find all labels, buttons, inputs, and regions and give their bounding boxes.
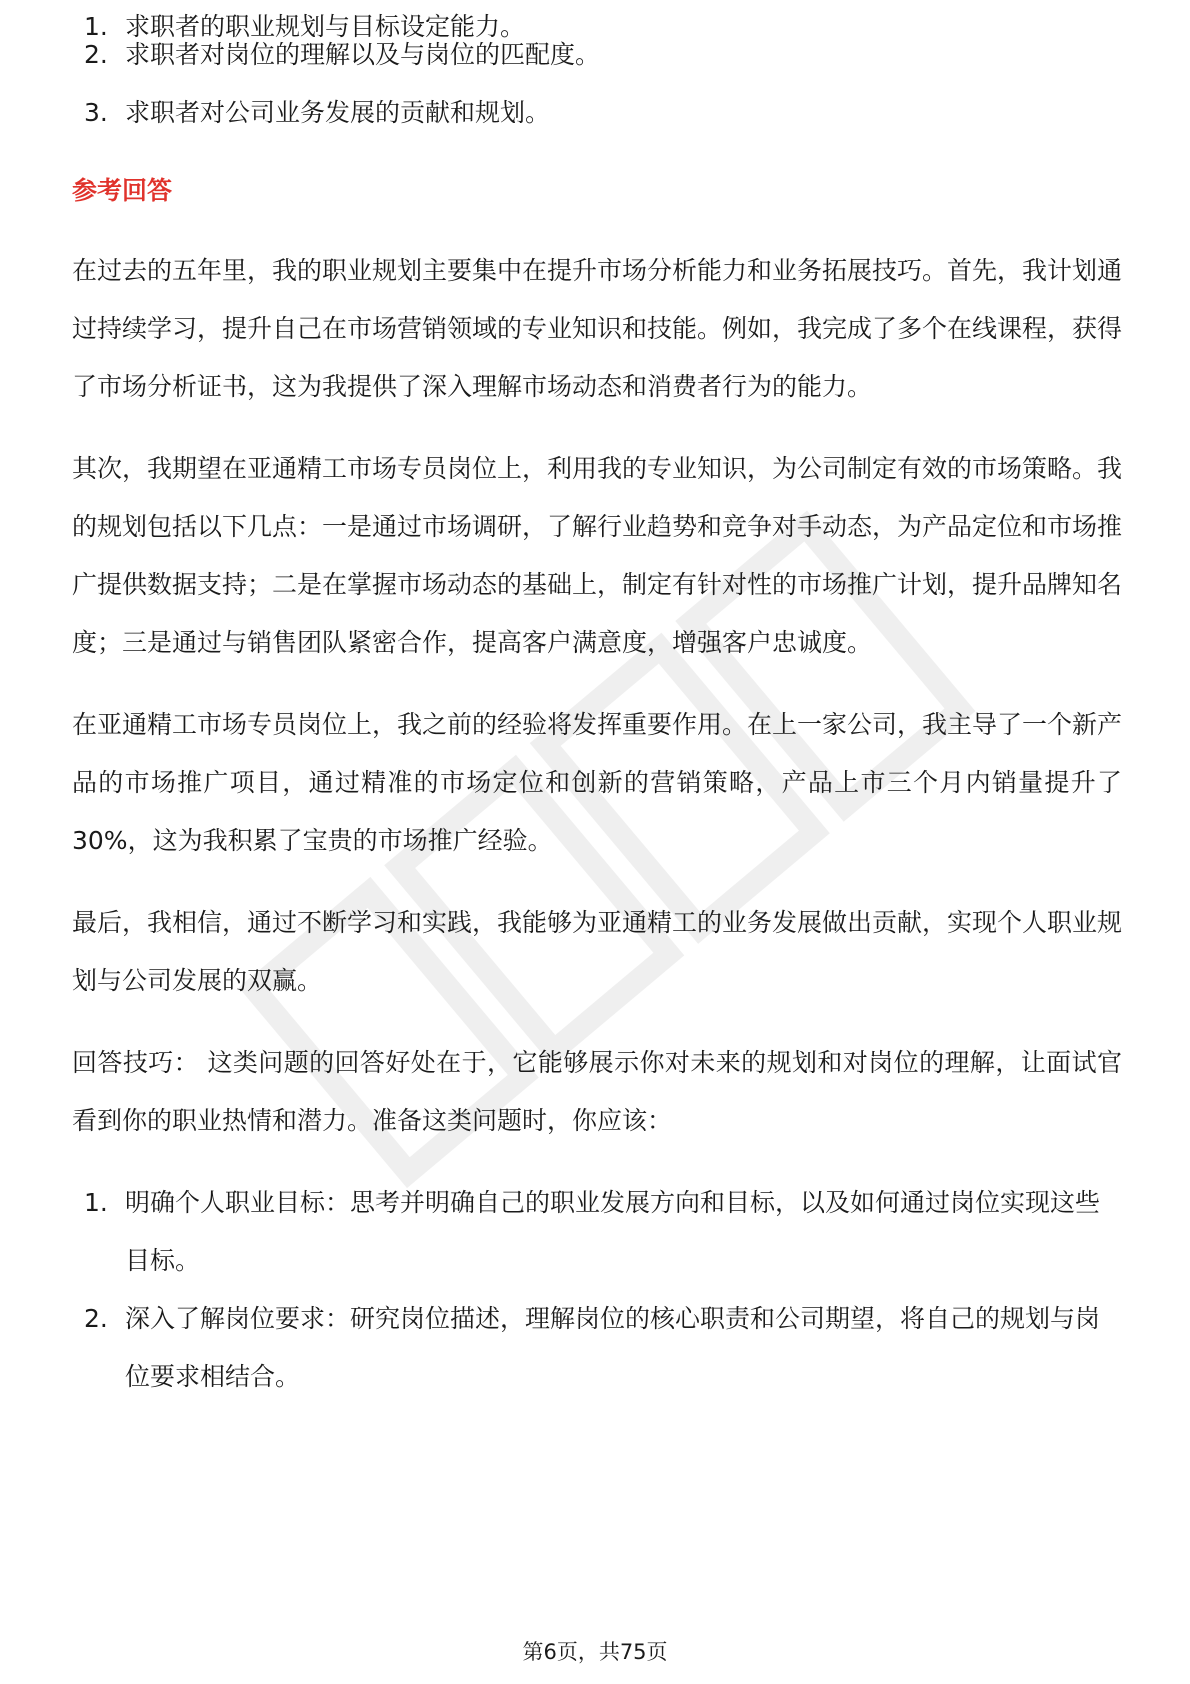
answer-paragraph: 在过去的五年里，我的职业规划主要集中在提升市场分析能力和业务拓展技巧。首先，我计划通过持续学习，提升自己在市场营销领域的专业知识和技能。例如，我完成了多个在线课程，获得了市场分析证书，这为我提供了深入理解市场动态和消费者行为的能力。 [72,256,1123,401]
tips-list [72,1174,1122,1406]
answer-paragraph: 其次，我期望在亚通精工市场专员岗位上，利用我的专业知识，为公司制定有效的市场策略。我的规划包括以下几点：一是通过市场调研，了解行业趋势和竞争对手动态，为产品定位和市场推广提供数据支持；二是在掌握市场动态的基础上，制定有针对性的市场推广计划，提升品牌知名度；三是通过与销售团队紧密合作，提高客户满意度，增强客户忠诚度。 [72,454,1123,657]
answer-paragraph: 在亚通精工市场专员岗位上，我之前的经验将发挥重要作用。在上一家公司，我主导了一个新产品的市场推广项目，通过精准的市场定位和创新的营销策略，产品上市三个月内销量提升了30%，这为我积累了宝贵的市场推广经验。 [72,710,1123,855]
list-item: 2. 深入了解岗位要求：研究岗位描述，理解岗位的核心职责和公司期望，将自己的规划与岗位要求相结合。 [84,1304,1101,1391]
list-item: 2. 求职者对岗位的理解以及与岗位的匹配度。 [84,40,601,69]
criteria-list [72,0,1122,142]
document-content [72,0,1122,1406]
page-number: 第6页，共75页 [522,1640,668,1664]
answer-paragraph: 最后，我相信，通过不断学习和实践，我能够为亚通精工的业务发展做出贡献，实现个人职业规划与公司发展的双赢。 [72,908,1123,995]
list-item: 1. 求职者的职业规划与目标设定能力。 [84,12,526,41]
section-heading: 参考回答 [72,176,173,205]
tips-paragraph: 回答技巧： 这类问题的回答好处在于，它能够展示你对未来的规划和对岗位的理解，让面试官看到你的职业热情和潜力。准备这类问题时，你应该： [72,1048,1122,1135]
list-item: 3. 求职者对公司业务发展的贡献和规划。 [84,98,551,127]
list-item: 1. 明确个人职业目标：思考并明确自己的职业发展方向和目标，以及如何通过岗位实现这些目标。 [84,1188,1101,1275]
